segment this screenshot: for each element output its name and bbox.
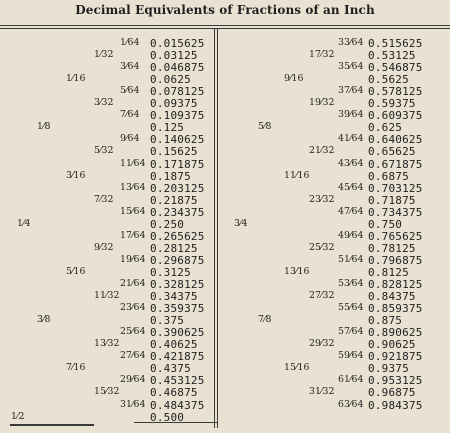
fraction-label: 41⁄64 bbox=[338, 133, 364, 145]
fraction-label: 1⁄2 bbox=[11, 410, 25, 422]
fraction-label: 27⁄32 bbox=[309, 290, 335, 302]
fraction-label: 3⁄8 bbox=[37, 314, 51, 326]
decimal-value: 0.15625 bbox=[150, 145, 198, 159]
fraction-label: 53⁄64 bbox=[338, 278, 364, 289]
fraction-label: 17⁄32 bbox=[309, 49, 335, 61]
decimal-value: 0.34375 bbox=[150, 290, 198, 304]
fraction-label: 31⁄32 bbox=[309, 386, 335, 398]
decimal-value: 0.21875 bbox=[150, 193, 198, 207]
fraction-label: 47⁄64 bbox=[338, 205, 364, 217]
fraction-label: 7⁄8 bbox=[258, 314, 272, 326]
top-rule-2 bbox=[0, 28, 450, 29]
decimal-value: 0.250 bbox=[150, 217, 185, 231]
decimal-value: 0.9375 bbox=[368, 362, 409, 376]
decimal-value: 0.859375 bbox=[368, 302, 423, 316]
fraction-label: 31⁄64 bbox=[120, 398, 146, 410]
decimal-value: 0.375 bbox=[150, 314, 185, 328]
fraction-label: 5⁄16 bbox=[66, 265, 86, 277]
fraction-label: 5⁄64 bbox=[120, 85, 140, 97]
fraction-label: 3⁄64 bbox=[120, 61, 140, 73]
decimal-value: 0.421875 bbox=[150, 350, 205, 364]
decimal-value: 0.828125 bbox=[368, 278, 423, 291]
fraction-label: 17⁄64 bbox=[120, 229, 146, 241]
fraction-label: 63⁄64 bbox=[338, 398, 364, 410]
decimal-value: 0.484375 bbox=[150, 398, 205, 412]
fraction-label: 9⁄32 bbox=[94, 241, 114, 253]
decimal-value: 0.890625 bbox=[368, 326, 423, 340]
left-table-row bbox=[0, 400, 220, 412]
fraction-label: 7⁄32 bbox=[94, 193, 114, 205]
fraction-label: 15⁄64 bbox=[120, 205, 146, 217]
bottom-rule-left bbox=[10, 424, 94, 426]
decimal-value: 0.1875 bbox=[150, 169, 191, 183]
fraction-label: 11⁄64 bbox=[120, 157, 146, 169]
fraction-label: 13⁄32 bbox=[94, 338, 120, 350]
fraction-label: 25⁄64 bbox=[120, 326, 146, 338]
fraction-label: 11⁄16 bbox=[284, 169, 310, 181]
fraction-label: 13⁄16 bbox=[284, 265, 310, 277]
fraction-label: 29⁄32 bbox=[309, 338, 335, 350]
fraction-label: 3⁄16 bbox=[66, 169, 86, 181]
fraction-label: 43⁄64 bbox=[338, 157, 364, 169]
left-table-row bbox=[0, 110, 220, 122]
decimal-value: 0.3125 bbox=[150, 265, 191, 279]
decimal-value: 0.625 bbox=[368, 121, 403, 135]
decimal-value: 0.71875 bbox=[368, 193, 416, 207]
decimal-value: 0.921875 bbox=[368, 350, 423, 364]
fraction-label: 1⁄8 bbox=[37, 121, 51, 133]
decimal-value: 0.515625 bbox=[368, 37, 423, 50]
fraction-label: 23⁄64 bbox=[120, 302, 146, 314]
decimal-value: 0.90625 bbox=[368, 338, 416, 352]
fraction-label: 49⁄64 bbox=[338, 229, 364, 241]
decimal-value: 0.234375 bbox=[150, 205, 205, 219]
decimal-value: 0.453125 bbox=[150, 374, 205, 388]
right-table-column bbox=[218, 38, 450, 422]
fraction-label: 23⁄32 bbox=[309, 193, 335, 205]
decimal-value: 0.578125 bbox=[368, 85, 423, 99]
fraction-label: 21⁄64 bbox=[120, 278, 146, 289]
decimal-value: 0.984375 bbox=[368, 398, 423, 412]
decimal-value: 0.265625 bbox=[150, 229, 205, 243]
fraction-label: 57⁄64 bbox=[338, 326, 364, 338]
fraction-label: 19⁄32 bbox=[309, 97, 335, 109]
page-title: Decimal Equivalents of Fractions of an Inch bbox=[75, 3, 375, 17]
fraction-label: 1⁄4 bbox=[17, 217, 31, 229]
fraction-label: 25⁄32 bbox=[309, 241, 335, 253]
decimal-value: 0.078125 bbox=[150, 85, 205, 99]
decimal-value: 0.015625 bbox=[150, 37, 205, 50]
decimal-value: 0.28125 bbox=[150, 241, 198, 255]
fraction-label: 11⁄32 bbox=[94, 290, 120, 302]
fraction-label: 9⁄64 bbox=[120, 133, 140, 145]
decimal-value: 0.953125 bbox=[368, 374, 423, 388]
fraction-label: 15⁄32 bbox=[94, 386, 120, 398]
decimal-value: 0.546875 bbox=[368, 61, 423, 75]
decimal-value: 0.046875 bbox=[150, 61, 205, 75]
fraction-label: 5⁄8 bbox=[258, 121, 272, 133]
decimal-value: 0.78125 bbox=[368, 241, 416, 255]
fraction-label: 7⁄16 bbox=[66, 362, 86, 374]
fraction-label: 7⁄64 bbox=[120, 109, 140, 121]
decimal-value: 0.296875 bbox=[150, 253, 205, 267]
right-table-row bbox=[218, 110, 438, 122]
fraction-label: 59⁄64 bbox=[338, 350, 364, 362]
decimal-value: 0.125 bbox=[150, 121, 185, 135]
fraction-label: 13⁄64 bbox=[120, 181, 146, 193]
decimal-value: 0.703125 bbox=[368, 181, 423, 195]
fraction-label: 3⁄32 bbox=[94, 97, 114, 109]
decimal-value: 0.4375 bbox=[150, 362, 191, 376]
decimal-value: 0.609375 bbox=[368, 109, 423, 123]
decimal-value: 0.328125 bbox=[150, 278, 205, 291]
decimal-value: 0.8125 bbox=[368, 265, 409, 279]
decimal-value: 0.5625 bbox=[368, 73, 409, 87]
fraction-label: 15⁄16 bbox=[284, 362, 310, 374]
fraction-label: 33⁄64 bbox=[338, 37, 364, 48]
fraction-label: 45⁄64 bbox=[338, 181, 364, 193]
fraction-label: 9⁄16 bbox=[284, 73, 304, 85]
decimal-value: 0.671875 bbox=[368, 157, 423, 171]
decimal-value: 0.84375 bbox=[368, 290, 416, 304]
left-table-row bbox=[0, 207, 220, 219]
left-table-row bbox=[0, 412, 220, 424]
right-table-row bbox=[218, 303, 438, 315]
fraction-label: 37⁄64 bbox=[338, 85, 364, 97]
fraction-label: 55⁄64 bbox=[338, 302, 364, 314]
left-table-column bbox=[0, 38, 215, 422]
decimal-value: 0.734375 bbox=[368, 205, 423, 219]
decimal-value: 0.359375 bbox=[150, 302, 205, 316]
fraction-label: 27⁄64 bbox=[120, 350, 146, 362]
right-table-row bbox=[218, 400, 438, 412]
decimal-value: 0.500 bbox=[150, 410, 185, 424]
decimal-value: 0.96875 bbox=[368, 386, 416, 400]
decimal-value: 0.46875 bbox=[150, 386, 198, 400]
decimal-value: 0.765625 bbox=[368, 229, 423, 243]
decimal-value: 0.03125 bbox=[150, 49, 198, 63]
decimal-value: 0.40625 bbox=[150, 338, 198, 352]
fraction-label: 19⁄64 bbox=[120, 253, 146, 265]
decimal-value: 0.390625 bbox=[150, 326, 205, 340]
top-rule-1 bbox=[0, 25, 450, 26]
decimal-value: 0.750 bbox=[368, 217, 403, 231]
decimal-value: 0.09375 bbox=[150, 97, 198, 111]
decimal-value: 0.59375 bbox=[368, 97, 416, 111]
decimal-value: 0.796875 bbox=[368, 253, 423, 267]
left-table-row bbox=[0, 303, 220, 315]
fraction-label: 51⁄64 bbox=[338, 253, 364, 265]
fraction-label: 35⁄64 bbox=[338, 61, 364, 73]
fraction-label: 21⁄32 bbox=[309, 145, 335, 157]
decimal-value: 0.171875 bbox=[150, 157, 205, 171]
fraction-label: 39⁄64 bbox=[338, 109, 364, 121]
fraction-label: 61⁄64 bbox=[338, 374, 364, 386]
decimal-value: 0.140625 bbox=[150, 133, 205, 147]
fraction-label: 1⁄16 bbox=[66, 73, 86, 85]
decimal-value: 0.203125 bbox=[150, 181, 205, 195]
fraction-label: 1⁄32 bbox=[94, 49, 114, 61]
decimal-value: 0.6875 bbox=[368, 169, 409, 183]
decimal-value: 0.65625 bbox=[368, 145, 416, 159]
fraction-label: 5⁄32 bbox=[94, 145, 114, 157]
decimal-value: 0.640625 bbox=[368, 133, 423, 147]
decimal-value: 0.875 bbox=[368, 314, 403, 328]
fraction-label: 29⁄64 bbox=[120, 374, 146, 386]
decimal-value: 0.53125 bbox=[368, 49, 416, 63]
right-table-row bbox=[218, 207, 438, 219]
decimal-value: 0.109375 bbox=[150, 109, 205, 123]
fraction-label: 3⁄4 bbox=[234, 217, 248, 229]
decimal-value: 0.0625 bbox=[150, 73, 191, 87]
fraction-label: 1⁄64 bbox=[120, 37, 140, 48]
